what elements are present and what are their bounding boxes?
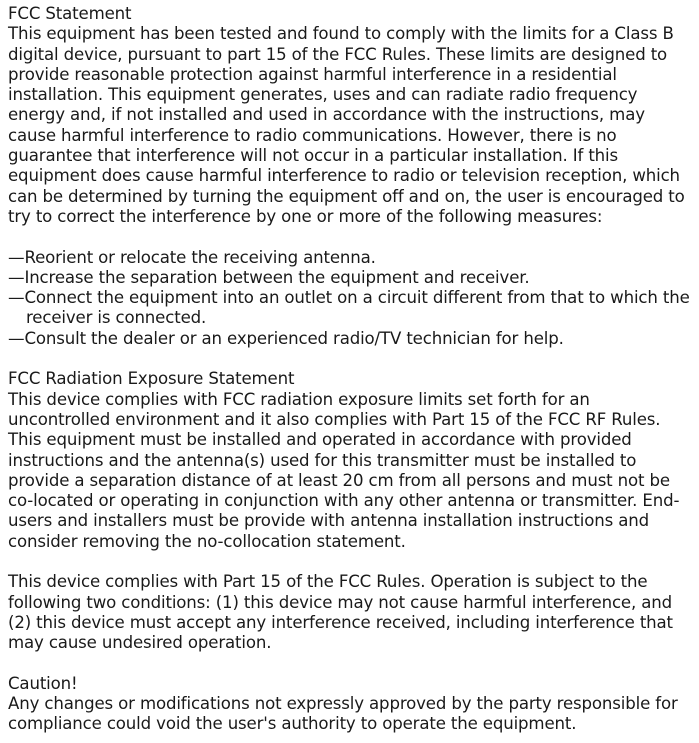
radiation-exposure-body: This device complies with FCC radiation exposure limits set forth for an uncontrolled environment and it also complies with Part 15 of the FCC RF Rules. This equipment must be installed and operated in accordance with provided instructions and the antenna(s) used for this transmitter must be installed to provide a separation distance of at least 20 cm from all persons and must not be co-located or operating in conjunction with any other antenna or transmitter. End-users and installers must be provide with antenna installation instructions and consider removing the no-collocation statement. — [8, 389, 680, 551]
part15-body: This device complies with Part 15 of the FCC Rules. Operation is subject to the following two conditions: (1) this device may not cause harmful interference, and (2) this device must accept any interference received, including interference that may cause undesired operation. — [8, 572, 673, 653]
measure-item: —Increase the separation between the equipment and receiver. — [8, 267, 530, 287]
measures-list — [8, 248, 693, 349]
spacer — [8, 654, 693, 674]
radiation-exposure-title: FCC Radiation Exposure Statement — [8, 369, 295, 389]
radiation-exposure-section — [8, 369, 693, 552]
caution-title: Caution! — [8, 673, 78, 693]
fcc-statement-section — [8, 4, 693, 349]
fcc-statement-body: This equipment has been tested and found to comply with the limits for a Class B digital device, pursuant to part 15 of the FCC Rules. These limits are designed to provide reasonable protection against harmful interference in a residential installation. This equipment generates, uses and can radiate radio frequency energy and, if not installed and used in accordance with the instructions, may cause harmful interference to radio communications. However, there is no guarantee that interference will not occur in a particular installation. If this equipment does cause harmful interference to radio or television reception, which can be determined by turning the equipment off and on, the user is encouraged to try to correct the interference by one or more of the following measures: — [8, 24, 685, 226]
caution-section — [8, 674, 693, 735]
spacer — [8, 552, 693, 572]
measure-item: —Connect the equipment into an outlet on a circuit different from that to which the receiver is connected. — [8, 288, 690, 328]
spacer — [8, 349, 693, 369]
measure-item: —Consult the dealer or an experienced radio/TV technician for help. — [8, 328, 564, 348]
caution-body: Any changes or modifications not expressly approved by the party responsible for compliance could void the user's authority to operate the equipment. — [8, 694, 678, 734]
measure-item: —Reorient or relocate the receiving antenna. — [8, 247, 376, 267]
spacer — [8, 227, 693, 247]
fcc-document — [8, 4, 693, 735]
part15-section — [8, 572, 693, 653]
fcc-statement-title: FCC Statement — [8, 4, 132, 23]
